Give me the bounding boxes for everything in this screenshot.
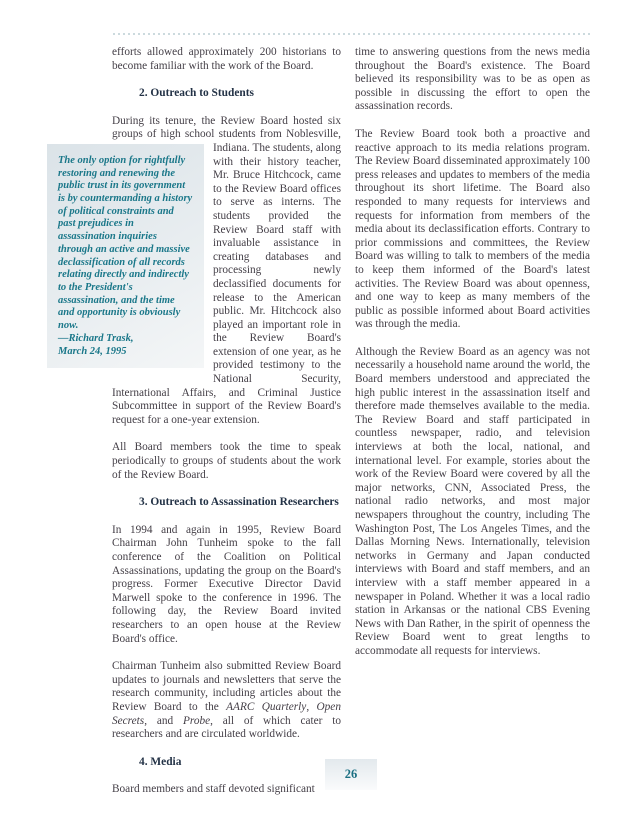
- paragraph-students-rest: Noblesville, Indiana. The students, along with their history teacher, Mr. Bruce Hitchcock, came to the Review Board offices to serve as interns. The students provided the Review Board staff with invaluable assistance in creating databases and processing newly declassified documents for release to the American public. Mr. Hitchcock also played an important role in the Review Board's extension of one year, as he provided testimony to the National Security, International Affairs, and Criminal Justice Subcommittee in support of the Review Board's request for a one-year extension.: [112, 128, 341, 426]
- journal-title-probe: Probe: [182, 714, 211, 727]
- paragraph-journals-post: , all of which cater to researchers and are circulated worldwide.: [112, 714, 341, 741]
- journal-separator-2: , and: [144, 714, 183, 727]
- heading-outreach-students: 2. Outreach to Students: [139, 87, 254, 100]
- paragraph-media-lead: Board members and staff devoted significant: [112, 783, 315, 796]
- pull-quote-date: March 24, 1995: [58, 345, 127, 357]
- paragraph-students-lead: During its tenure, the Review Board hosted six groups of high school students from: [112, 114, 341, 141]
- journal-title-aarc-quarterly: AARC Quarterly: [226, 700, 307, 713]
- journal-title-open-secrets: Open Secrets: [112, 700, 341, 727]
- heading-outreach-researchers: 3. Outreach to Assassination Researchers: [139, 496, 339, 509]
- journal-separator-1: ,: [306, 700, 317, 713]
- page-number: 26: [344, 767, 358, 781]
- paragraph-journals-pre: Chairman Tunheim also submitted Review Board updates to journals and newsletters that serve the research community, including articles about the Review Board to the: [112, 660, 341, 713]
- paragraph-all-board: All Board members took the time to speak periodically to groups of students about the work of the Review Board.: [112, 441, 341, 481]
- paragraph-intro-continued: efforts allowed approximately 200 historians to become familiar with the work of the Board.: [112, 46, 341, 72]
- paragraph-journals: [112, 660, 341, 742]
- heading-media: 4. Media: [139, 755, 182, 768]
- paragraph-time-continued: time to answering questions from the news media throughout the Board's existence. The Board believed its responsibility was to be as open as possible in discussing the effort to open the assassination records.: [355, 46, 590, 113]
- paragraph-students: [58, 114, 341, 428]
- paragraph-proactive: The Review Board took both a proactive and reactive approach to its media relations program. The Review Board disseminated approximately 100 press releases and updates to members of the media throughout its short lifetime. The Board also responded to many requests for interviews and requests for information from members of the media about its declassification efforts. Contrary to prior commissions and committees, the Review Board was willing to talk to members of the media to keep them informed of the Board's latest activities. The Review Board was about openness, and one way to keep as many members of the public as possible informed about Board activities was through the media.: [355, 127, 590, 331]
- pull-quote-text: The only option for rightfully restoring and renewing the public trust in its government is by countermanding a history of political constraints and past prejudices in assassination inquiries through an active and massive declassification of all records relating directly and indirectly to the President's assassination, and the time and opportunity is obviously now.: [58, 154, 193, 332]
- right-column: [355, 46, 590, 797]
- page-number-badge: [325, 759, 377, 790]
- pull-quote-box: [47, 144, 204, 368]
- top-dotted-rule: [113, 33, 590, 35]
- paragraph-conference: In 1994 and again in 1995, Review Board Chairman John Tunheim spoke to the fall conference of the Coalition on Political Assassinations, updating the group on the Board's progress. Former Executive Director David Marwell spoke to the conference in 1996. The following day, the Review Board invited researchers to an open house at the Review Board's office.: [112, 523, 341, 645]
- pull-quote-attribution: —Richard Trask,: [58, 332, 134, 344]
- left-column: [58, 46, 341, 797]
- page-content: [58, 46, 590, 797]
- paragraph-although: Although the Review Board as an agency was not necessarily a household name around the world, the Board members understood and appreciated the high public interest in the assassination itself and therefore made themselves available to the media. The Review Board and staff participated in countless newspaper, radio, and television interviews at both the local, national, and international level. For example, stories about the work of the Review Board were covered by all the major networks, CNN, Associated Press, the national radio networks, and most major newspapers throughout the country, including The Washington Post, The Los Angeles Times, and the Dallas Morning News. Internationally, television networks in Germany and Japan conducted interviews with Board and staff members, and an interview with a staff member appeared in a newspaper in Poland. Whether it was a local radio station in Arkansas or the national CBS Evening News with Dan Rather, in the spirit of openness the Review Board went to great lengths to accommodate all requests for interviews.: [355, 345, 590, 657]
